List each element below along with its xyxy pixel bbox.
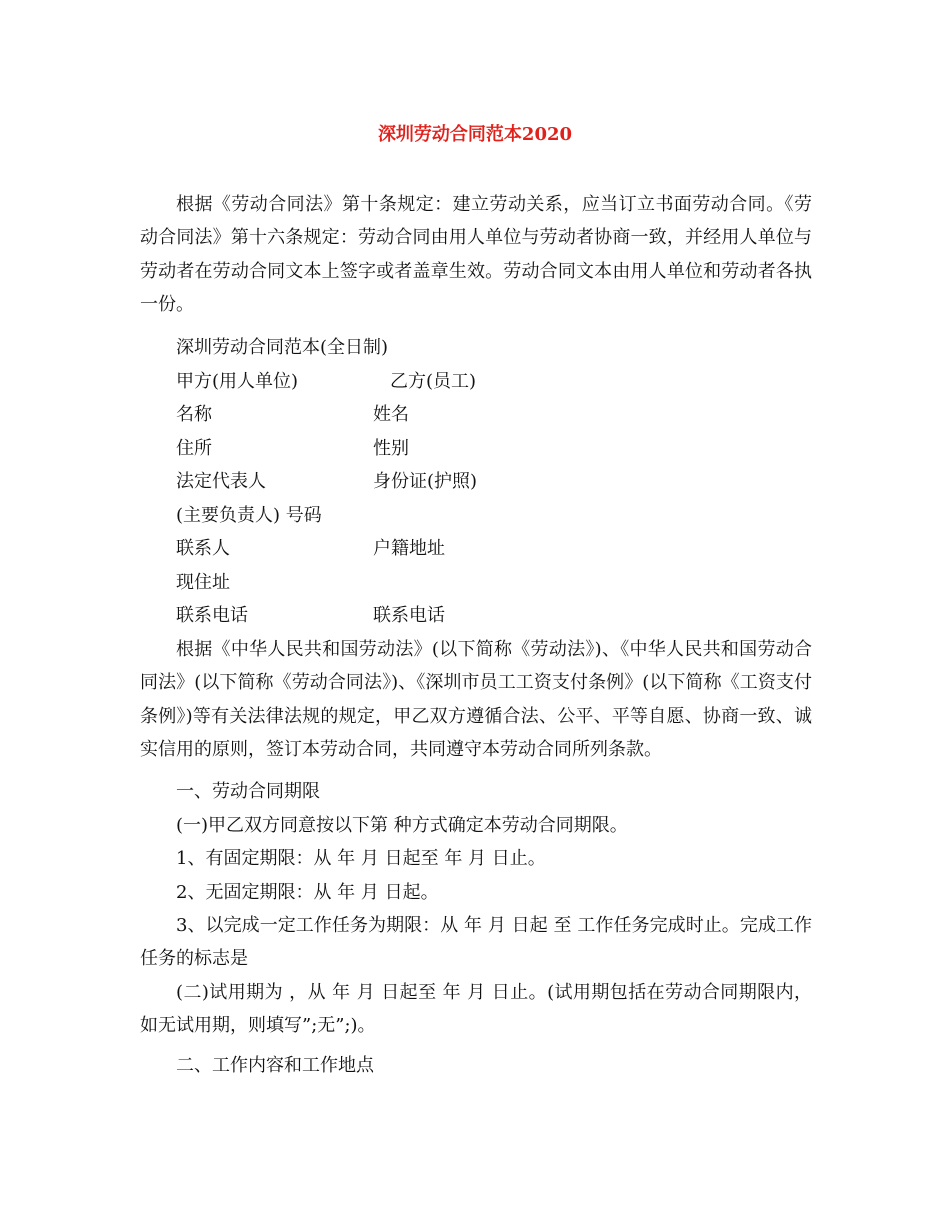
- legal-basis-paragraph: 根据《中华人民共和国劳动法》(以下简称《劳动法》)、《中华人民共和国劳动合同法》(以下简称《劳动合同法》)、《深圳市员工工资支付条例》(以下简称《工资支付条例》)等有关法律法规的规定，甲乙双方遵循合法、公平、平等自愿、协商一致、诚实信用的原则，签订本劳动合同，共同遵守本劳动合同所列条款。: [140, 639, 812, 761]
- clause-probation: (二)试用期为 ，从 年 月 日起至 年 月 日止。(试用期包括在劳动合同期限内，如无试用期，则填写”;无”;)。: [140, 982, 812, 1037]
- party-a-label: 甲方(用人单位): [176, 371, 299, 392]
- form-row: [176, 499, 322, 532]
- row-left-label: (主要负责人) 号码: [176, 505, 322, 526]
- row-left-label: 住所: [176, 438, 212, 459]
- form-row: [176, 398, 409, 431]
- row-left-label: 名称: [176, 404, 212, 425]
- row-right-label: 性别: [373, 438, 409, 459]
- row-left-label: 现住址: [176, 572, 230, 593]
- party-b-label: 乙方(员工): [390, 371, 477, 392]
- form-row: [176, 432, 409, 465]
- section-heading-work: 二、工作内容和工作地点: [176, 1055, 374, 1076]
- row-left-label: 法定代表人: [176, 471, 266, 492]
- row-right-label: 身份证(护照): [373, 471, 478, 492]
- form-row: [176, 566, 230, 599]
- section-heading-term: 一、劳动合同期限: [176, 781, 320, 802]
- document-title: 深圳劳动合同范本2020: [377, 124, 573, 145]
- row-left-label: 联系电话: [176, 605, 248, 626]
- row-right-label: 联系电话: [373, 605, 445, 626]
- clause-task-term: 3、以完成一定工作任务为期限：从 年 月 日起 至 工作任务完成时止。完成工作任务的标志是: [140, 915, 812, 970]
- form-row: [176, 599, 445, 632]
- form-row: [176, 465, 478, 498]
- clause-fixed-term: 1、有固定期限：从 年 月 日起至 年 月 日止。: [176, 848, 546, 869]
- row-right-label: 户籍地址: [373, 538, 445, 559]
- clause-open-term: 2、无固定期限：从 年 月 日起。: [176, 882, 439, 903]
- row-right-label: 姓名: [373, 404, 409, 425]
- intro-paragraph: 根据《劳动合同法》第十条规定：建立劳动关系，应当订立书面劳动合同。《劳动合同法》第十六条规定：劳动合同由用人单位与劳动者协商一致，并经用人单位与劳动者在劳动合同文本上签字或者盖章生效。劳动合同文本由用人单位和劳动者各执一份。: [140, 194, 812, 316]
- clause-term-method: (一)甲乙双方同意按以下第 种方式确定本劳动合同期限。: [176, 815, 628, 836]
- contract-subtitle: 深圳劳动合同范本(全日制): [176, 337, 389, 358]
- parties-header: [176, 365, 477, 398]
- row-left-label: 联系人: [176, 538, 230, 559]
- form-row: [176, 532, 445, 565]
